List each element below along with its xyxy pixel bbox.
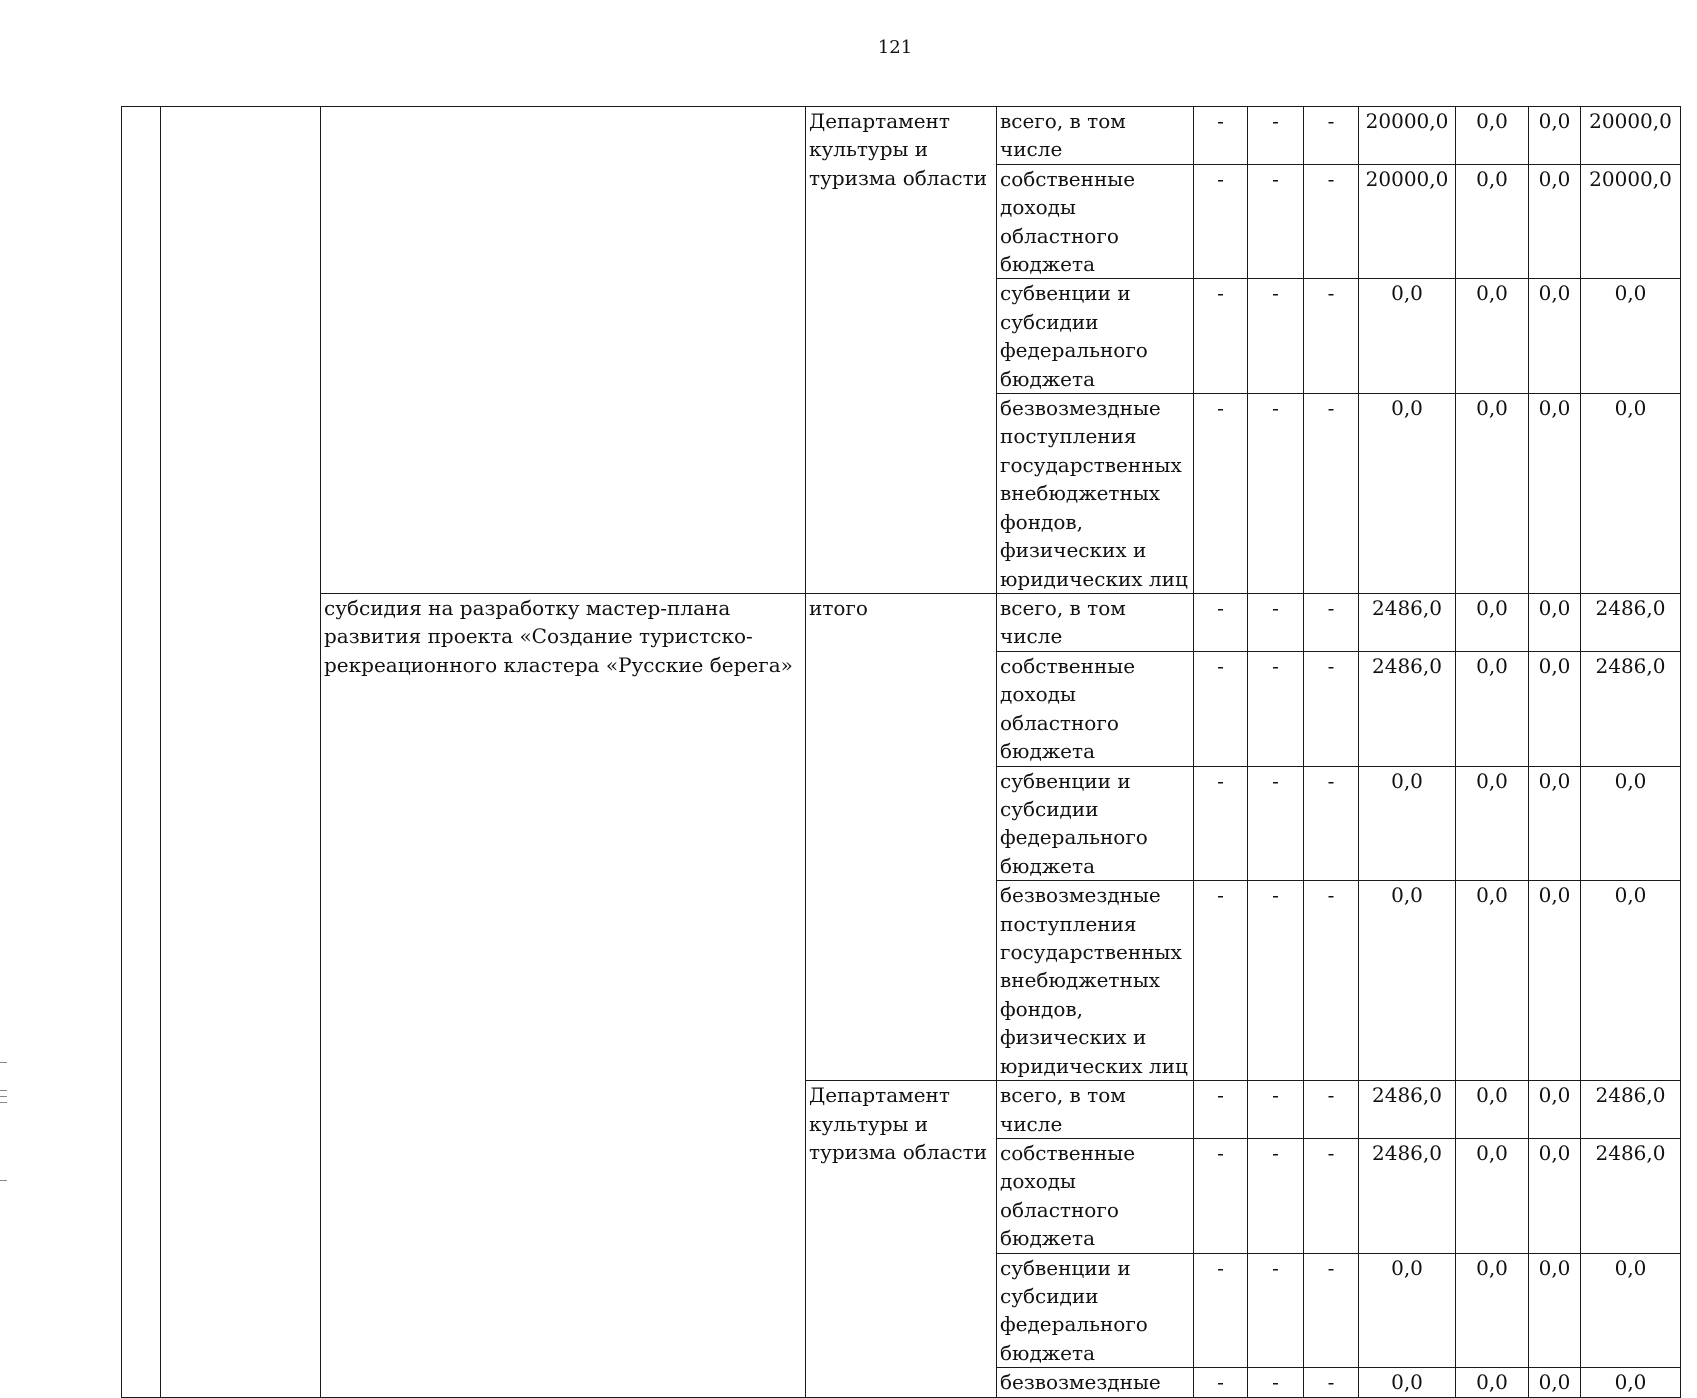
value-cell: -: [1304, 1368, 1359, 1397]
funding-source: всего, в том числе: [997, 594, 1194, 652]
value-cell: 0,0: [1529, 766, 1581, 881]
value-cell: -: [1248, 1138, 1304, 1253]
value-cell: -: [1194, 1081, 1248, 1139]
value-cell: -: [1194, 279, 1248, 394]
value-cell: 0,0: [1581, 279, 1681, 394]
value-cell: 2486,0: [1581, 594, 1681, 652]
funding-source: субвенции и субсидии федерального бюджета: [997, 279, 1194, 394]
value-cell: 20000,0: [1359, 107, 1456, 165]
value-cell: -: [1194, 766, 1248, 881]
value-cell: 0,0: [1529, 394, 1581, 594]
scan-mark: [0, 1062, 7, 1063]
value-cell: -: [1248, 766, 1304, 881]
value-cell: -: [1248, 164, 1304, 279]
value-cell: 0,0: [1456, 107, 1529, 165]
value-cell: -: [1304, 1138, 1359, 1253]
funding-source: безвозмездные поступления государственных внебюджетных фондов, физических и юридических лиц: [997, 881, 1194, 1081]
value-cell: 2486,0: [1581, 1138, 1681, 1253]
value-cell: 0,0: [1359, 766, 1456, 881]
value-cell: 20000,0: [1581, 107, 1681, 165]
value-cell: 0,0: [1529, 1138, 1581, 1253]
value-cell: 0,0: [1581, 881, 1681, 1081]
funding-source: субвенции и субсидии федерального бюджета: [997, 1253, 1194, 1368]
executor-cell: итого: [806, 594, 997, 1081]
value-cell: -: [1304, 107, 1359, 165]
executor-cell: Департамент культуры и туризма области: [806, 1081, 997, 1397]
value-cell: 0,0: [1456, 881, 1529, 1081]
value-cell: 2486,0: [1359, 651, 1456, 766]
value-cell: -: [1248, 1081, 1304, 1139]
value-cell: 0,0: [1456, 279, 1529, 394]
funding-source: всего, в том числе: [997, 107, 1194, 165]
table-row: [122, 594, 1681, 652]
value-cell: -: [1194, 164, 1248, 279]
executor-cell: Департамент культуры и туризма области: [806, 107, 997, 594]
value-cell: -: [1248, 1253, 1304, 1368]
value-cell: 0,0: [1359, 1368, 1456, 1397]
value-cell: 0,0: [1529, 164, 1581, 279]
scan-mark: [0, 1102, 7, 1103]
value-cell: 2486,0: [1359, 1138, 1456, 1253]
value-cell: -: [1194, 1368, 1248, 1397]
value-cell: 2486,0: [1581, 1081, 1681, 1139]
budget-table: [121, 106, 1681, 1398]
funding-source: всего, в том числе: [997, 1081, 1194, 1139]
scan-mark: [0, 1180, 7, 1181]
value-cell: -: [1248, 279, 1304, 394]
value-cell: -: [1304, 1081, 1359, 1139]
value-cell: -: [1304, 651, 1359, 766]
value-cell: 0,0: [1456, 164, 1529, 279]
value-cell: -: [1248, 107, 1304, 165]
value-cell: 0,0: [1529, 881, 1581, 1081]
value-cell: -: [1194, 594, 1248, 652]
value-cell: -: [1304, 1253, 1359, 1368]
value-cell: 0,0: [1529, 651, 1581, 766]
value-cell: 0,0: [1529, 594, 1581, 652]
value-cell: 0,0: [1456, 394, 1529, 594]
value-cell: -: [1248, 1368, 1304, 1397]
funding-source: собственные доходы областного бюджета: [997, 1138, 1194, 1253]
value-cell: 0,0: [1359, 1253, 1456, 1368]
value-cell: -: [1304, 594, 1359, 652]
value-cell: 0,0: [1359, 394, 1456, 594]
value-cell: 0,0: [1359, 279, 1456, 394]
value-cell: -: [1194, 1253, 1248, 1368]
value-cell: -: [1194, 107, 1248, 165]
value-cell: 0,0: [1456, 1368, 1529, 1397]
value-cell: -: [1194, 881, 1248, 1081]
value-cell: -: [1194, 394, 1248, 594]
funding-source: собственные доходы областного бюджета: [997, 651, 1194, 766]
value-cell: -: [1194, 651, 1248, 766]
value-cell: -: [1304, 164, 1359, 279]
value-cell: 0,0: [1529, 279, 1581, 394]
value-cell: 0,0: [1456, 594, 1529, 652]
value-cell: -: [1304, 279, 1359, 394]
value-cell: 0,0: [1581, 394, 1681, 594]
funding-source: безвозмездные поступления государственных внебюджетных фондов, физических и юридических лиц: [997, 394, 1194, 594]
value-cell: 0,0: [1529, 1253, 1581, 1368]
value-cell: 0,0: [1529, 107, 1581, 165]
value-cell: 0,0: [1581, 1368, 1681, 1397]
value-cell: -: [1248, 394, 1304, 594]
value-cell: 0,0: [1456, 766, 1529, 881]
value-cell: -: [1304, 766, 1359, 881]
program-cell: [161, 107, 321, 1398]
funding-source: собственные доходы областного бюджета: [997, 164, 1194, 279]
value-cell: 0,0: [1456, 1081, 1529, 1139]
page-number: 121: [877, 37, 913, 58]
value-cell: 2486,0: [1359, 594, 1456, 652]
value-cell: -: [1248, 594, 1304, 652]
table-row: [122, 107, 1681, 165]
value-cell: 20000,0: [1581, 164, 1681, 279]
value-cell: 0,0: [1581, 766, 1681, 881]
measure-cell: субсидия на разработку мастер-плана развития проекта «Создание туристско-рекреационного кластера «Русские берега»: [321, 594, 806, 1398]
value-cell: 0,0: [1456, 1138, 1529, 1253]
value-cell: 2486,0: [1359, 1081, 1456, 1139]
scan-mark: [0, 1090, 7, 1091]
scan-mark: [0, 1096, 7, 1097]
value-cell: 0,0: [1359, 881, 1456, 1081]
value-cell: 2486,0: [1581, 651, 1681, 766]
value-cell: 0,0: [1529, 1368, 1581, 1397]
value-cell: 0,0: [1581, 1253, 1681, 1368]
value-cell: -: [1194, 1138, 1248, 1253]
value-cell: 0,0: [1456, 651, 1529, 766]
value-cell: -: [1304, 881, 1359, 1081]
value-cell: 20000,0: [1359, 164, 1456, 279]
funding-source: субвенции и субсидии федерального бюджета: [997, 766, 1194, 881]
value-cell: 0,0: [1529, 1081, 1581, 1139]
value-cell: 0,0: [1456, 1253, 1529, 1368]
funding-source: безвозмездные: [997, 1368, 1194, 1397]
value-cell: -: [1248, 881, 1304, 1081]
value-cell: -: [1304, 394, 1359, 594]
value-cell: -: [1248, 651, 1304, 766]
number-cell: [122, 107, 161, 1398]
measure-cell: [321, 107, 806, 594]
